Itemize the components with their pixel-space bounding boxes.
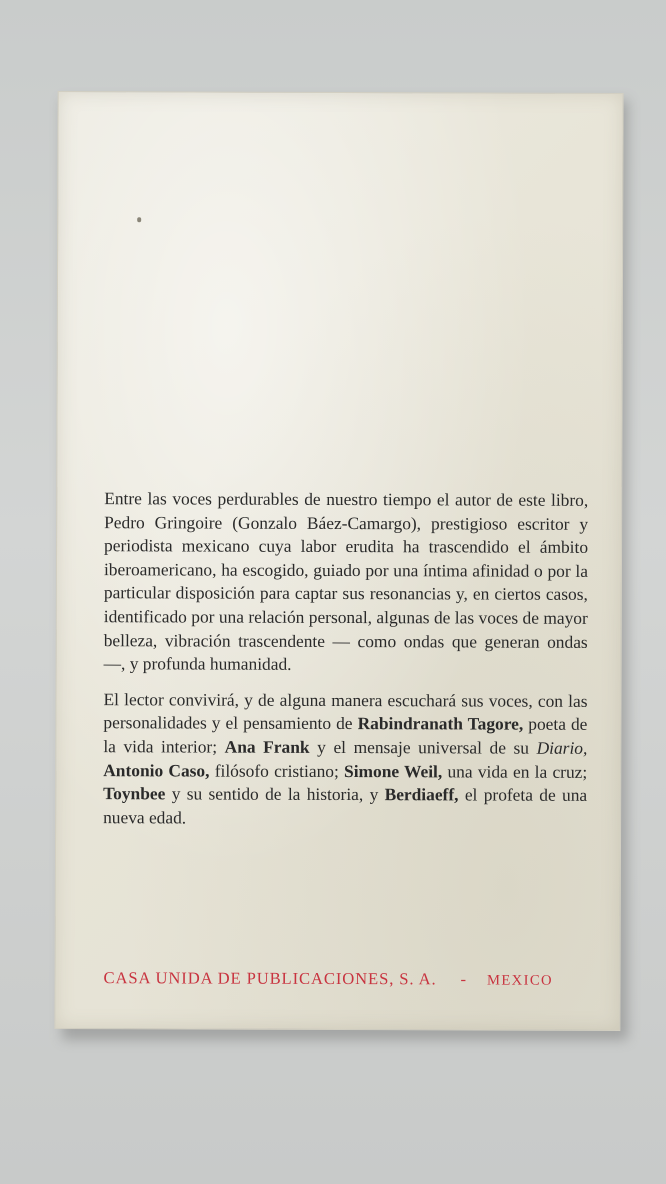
blurb-text: filósofo cristiano; <box>209 760 345 781</box>
blurb-text: poeta de la vida interior; <box>103 713 588 757</box>
blurb-text: El lector convivirá, y de alguna manera escuchará sus voces, con las personalidades y el pensamiento de <box>103 688 588 734</box>
name-ana-frank: Ana Frank <box>224 736 310 757</box>
cover-blurb <box>103 487 588 831</box>
work-diario: Diario, <box>536 737 588 758</box>
cover-speck <box>137 217 141 222</box>
name-toynbee: Toynbee <box>103 783 166 804</box>
publisher-city: MEXICO <box>486 972 553 989</box>
blurb-text: y su sentido de la historia, y <box>165 783 385 805</box>
publisher-name: CASA UNIDA DE PUBLICACIONES, S. A. <box>103 968 437 989</box>
name-simone-weil: Simone Weil, <box>344 760 443 781</box>
blurb-text: y el mensaje universal de su <box>309 736 537 758</box>
publisher-line <box>104 968 590 990</box>
blurb-paragraph-2 <box>103 688 587 831</box>
name-antonio-caso: Antonio Caso, <box>103 759 210 781</box>
name-tagore: Rabindranath Tagore, <box>357 713 524 734</box>
blurb-text: una vida en la cruz; <box>442 760 588 782</box>
blurb-paragraph-1: Entre las voces perdurables de nuestro tiempo el autor de este libro, Pedro Gringoire (Gonzalo Báez-Camargo), prestigioso escritor y periodista mexicano cuya labor erudita ha trascendido el ámbito iberoamericano, ha escogido, guiado por una íntima afinidad o por la particular disposición para captar sus resonancias y, en ciertos casos, identificado por una relación personal, algunas de las voces de mayor belleza, vibración trascendente — como ondas que generan ondas —, y profunda humanidad. <box>103 488 589 674</box>
blurb-text: el profeta de una nueva edad. <box>103 784 588 828</box>
publisher-separator: - <box>460 969 468 989</box>
book-back-cover <box>54 91 623 1031</box>
name-berdiaeff: Berdiaeff, <box>384 784 459 805</box>
